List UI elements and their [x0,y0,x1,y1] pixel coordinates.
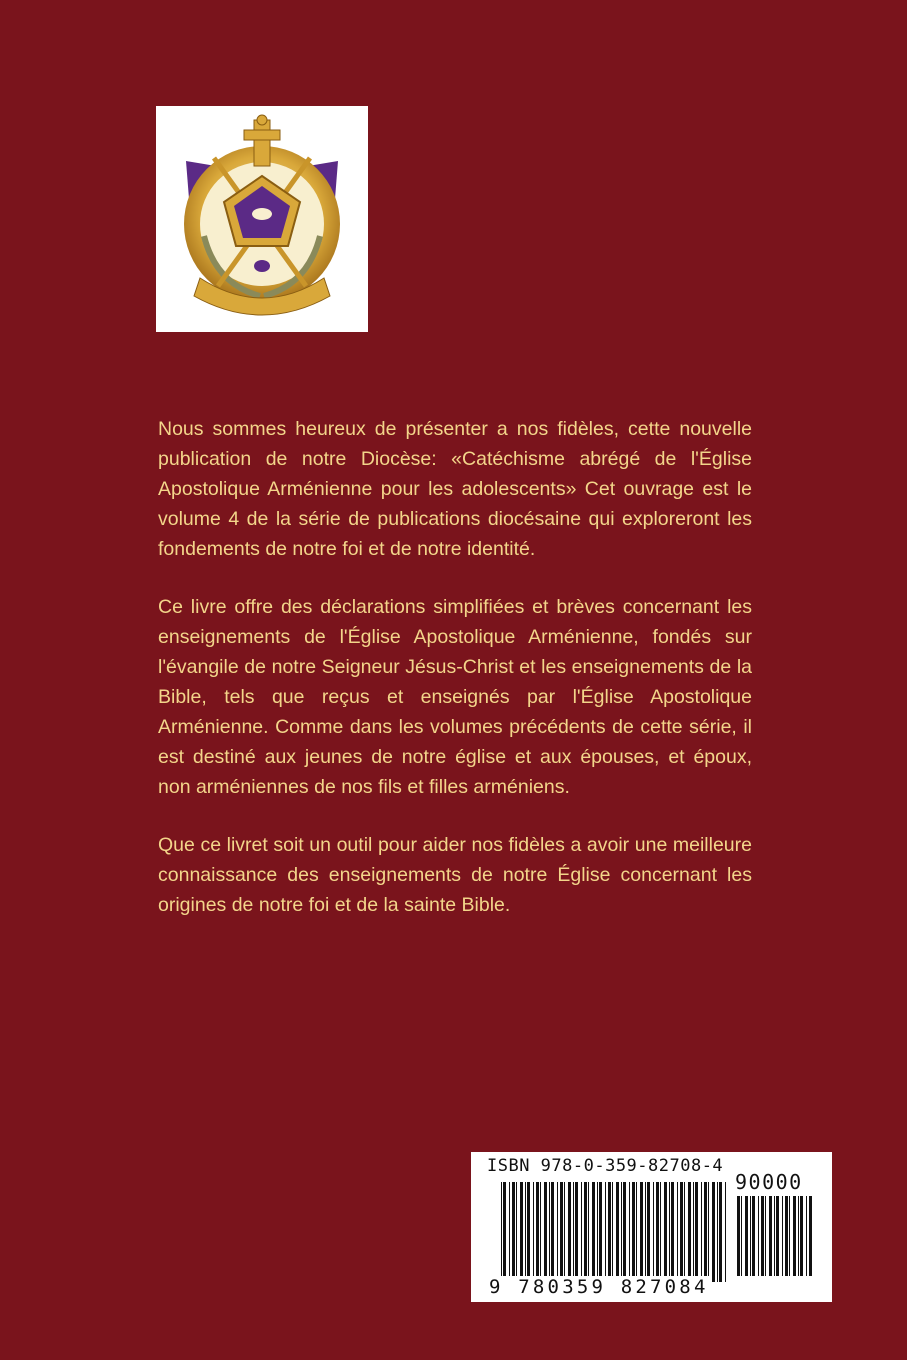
isbn-label: ISBN 978-0-359-82708-4 [487,1156,724,1176]
paragraph-2: Ce livre offre des déclarations simplifiées et brèves concernant les enseignements de l'Église Apostolique Arménienne, fondés sur l'évangile de notre Seigneur Jésus-Christ et les enseignements de la Bible, tels que reçus et enseignés par l'Église Apostolique Arménienne. Comme dans les volumes précédents de cette série, il est destiné aux jeunes de notre église et aux épouses, et époux, non arméniennes de nos fils et filles arméniens. [158,596,752,798]
ean-barcode-bars [501,1182,731,1282]
diocese-emblem [156,106,368,332]
ean-number: 9 780359 827084 [489,1276,709,1298]
price-code: 90000 [735,1170,803,1194]
paragraph-3: Que ce livret soit un outil pour aider nos fidèles a avoir une meilleure connaissance des enseignements de notre Église concernant les origines de notre foi et de la sainte Bible. [158,834,752,916]
back-cover-text [158,414,752,948]
emblem-seal-icon [156,106,368,332]
isbn-barcode [471,1152,832,1302]
addon-barcode-bars [737,1196,817,1276]
paragraph-1: Nous sommes heureux de présenter a nos fidèles, cette nouvelle publication de notre Diocèse: «Catéchisme abrégé de l'Église Apostolique Arménienne pour les adolescents» Cet ouvrage est le volume 4 de la série de publications diocésaine qui exploreront les fondements de notre foi et de notre identité. [158,418,752,560]
